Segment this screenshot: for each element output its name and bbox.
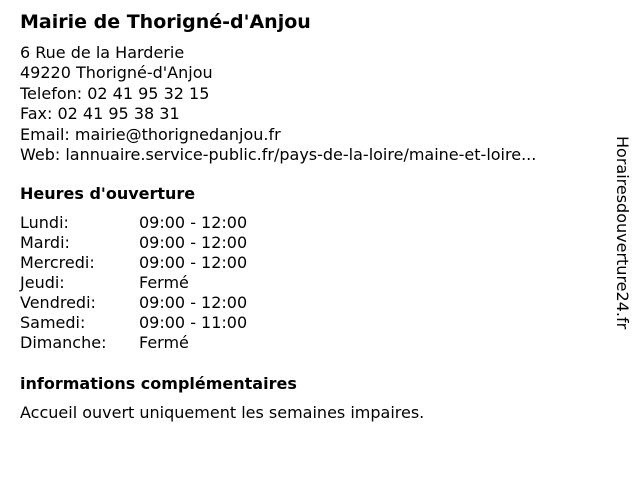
address-city: 49220 Thorigné-d'Anjou: [20, 63, 213, 83]
time-value: 09:00 - 12:00: [139, 233, 248, 252]
info-text: Accueil ouvert uniquement les semaines impaires.: [20, 403, 425, 422]
email-line: Email: mairie@thorignedanjou.fr: [20, 124, 281, 144]
contact-block: [20, 43, 536, 165]
day-label: Vendredi:: [20, 293, 96, 312]
day-label: Mercredi:: [20, 253, 95, 272]
phone-line: Telefon: 02 41 95 32 15: [20, 83, 210, 103]
day-label: Mardi:: [20, 233, 70, 252]
time-value: 09:00 - 12:00: [139, 213, 248, 232]
page-title: Mairie de Thorigné-d'Anjou: [20, 11, 311, 33]
day-label: Samedi:: [20, 313, 86, 332]
time-value: Fermé: [139, 273, 189, 292]
time-value: 09:00 - 11:00: [139, 313, 248, 332]
brand-watermark: Horairesdouverture24.fr: [613, 136, 632, 330]
info-heading: informations complémentaires: [20, 374, 297, 393]
fax-line: Fax: 02 41 95 38 31: [20, 104, 180, 124]
day-label: Dimanche:: [20, 333, 107, 352]
day-label: Lundi:: [20, 213, 69, 232]
time-value: 09:00 - 12:00: [139, 293, 248, 312]
time-value: 09:00 - 12:00: [139, 253, 248, 272]
hours-heading: Heures d'ouverture: [20, 184, 196, 203]
time-value: Fermé: [139, 333, 189, 352]
web-line: Web: lannuaire.service-public.fr/pays-de-la-loire/maine-et-loire...: [20, 145, 537, 165]
day-label: Jeudi:: [20, 273, 65, 292]
address-street: 6 Rue de la Harderie: [20, 43, 185, 62]
